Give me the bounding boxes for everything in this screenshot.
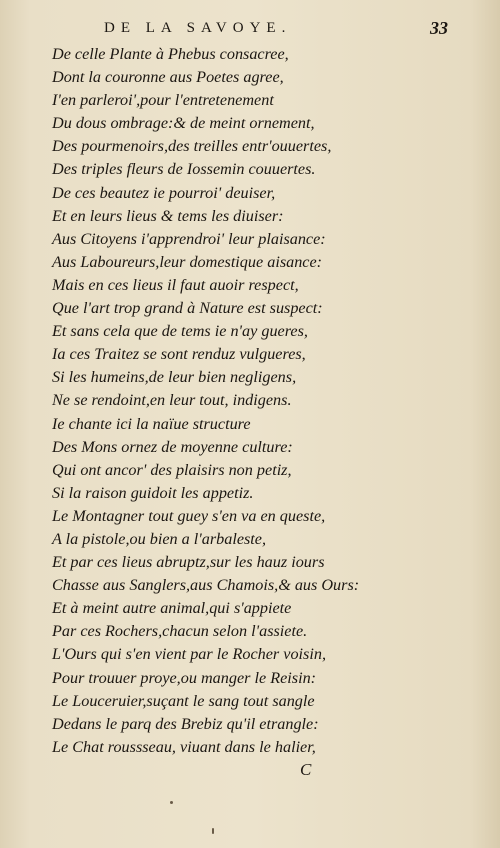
verse-line: Et par ces lieus abruptz,sur les hauz iours	[52, 553, 325, 572]
verse-line: Des triples fleurs de Iossemin couuertes.	[52, 160, 316, 179]
verse-line: Dont la couronne aus Poetes agree,	[52, 68, 284, 87]
verse-line: De celle Plante à Phebus consacree,	[52, 45, 289, 63]
verse-line: Ia ces Traitez se sont renduz vulgueres,	[52, 345, 306, 364]
ink-speck	[170, 801, 173, 804]
page-header	[0, 14, 500, 44]
verse-line: Que l'art trop grand à Nature est suspect:	[52, 299, 323, 318]
verse-line: Aus Citoyens i'apprendroi' leur plaisance:	[52, 229, 326, 248]
verse-line: Chasse aus Sanglers,aus Chamois,& aus Ours:	[52, 576, 360, 595]
ink-speck	[212, 828, 214, 834]
verse-line: Et à meint autre animal,qui s'appiete	[52, 599, 292, 618]
verse-line: Le Chat roussseau, viuant dans le halier,	[52, 737, 316, 756]
catchword: C	[300, 760, 312, 779]
verse-line: Ie chante ici la naïue structure	[52, 414, 251, 433]
verse-line: I'en parleroi',pour l'entretenement	[52, 91, 274, 110]
verse-line: Par ces Rochers,chacun selon l'assiete.	[52, 622, 308, 641]
verse-line: Ne se rendoint,en leur tout, indigens.	[52, 391, 292, 410]
verse-line: Dedans le parq des Brebiz qu'il etrangle:	[52, 714, 319, 733]
verse-line: Le Louceruier,suçant le sang tout sangle	[52, 691, 315, 710]
verse-line: Du dous ombrage:& de meint ornement,	[52, 114, 315, 133]
page-number: 33	[430, 18, 448, 38]
verse-line: Qui ont ancor' des plaisirs non petiz,	[52, 460, 292, 479]
verse-line: Si les humeins,de leur bien negligens,	[52, 368, 297, 387]
verse-line: Le Montagner tout guey s'en va en queste,	[52, 506, 326, 525]
verse-line: A la pistole,ou bien a l'arbaleste,	[52, 529, 267, 548]
verse-line: Et sans cela que de tems ie n'ay gueres,	[52, 322, 308, 341]
verse-line: De ces beautez ie pourroi' deuiser,	[52, 183, 276, 202]
verse-line: Mais en ces lieus il faut auoir respect,	[52, 275, 299, 294]
verse-line: Des Mons ornez de moyenne culture:	[52, 437, 293, 456]
verse-line: Et en leurs lieus & tems les diuiser:	[52, 206, 284, 225]
running-head: DE LA SAVOYE.	[104, 20, 292, 36]
verse-list	[52, 43, 492, 759]
verse-line: Aus Laboureurs,leur domestique aisance:	[52, 252, 323, 271]
verse-line: L'Ours qui s'en vient par le Rocher voisin,	[52, 645, 326, 664]
verse-line: Des pourmenoirs,des treilles entr'ouuertes,	[52, 137, 332, 156]
verse-line: Si la raison guidoit les appetiz.	[52, 483, 254, 502]
verse-line: Pour trouuer proye,ou manger le Reisin:	[52, 668, 317, 687]
